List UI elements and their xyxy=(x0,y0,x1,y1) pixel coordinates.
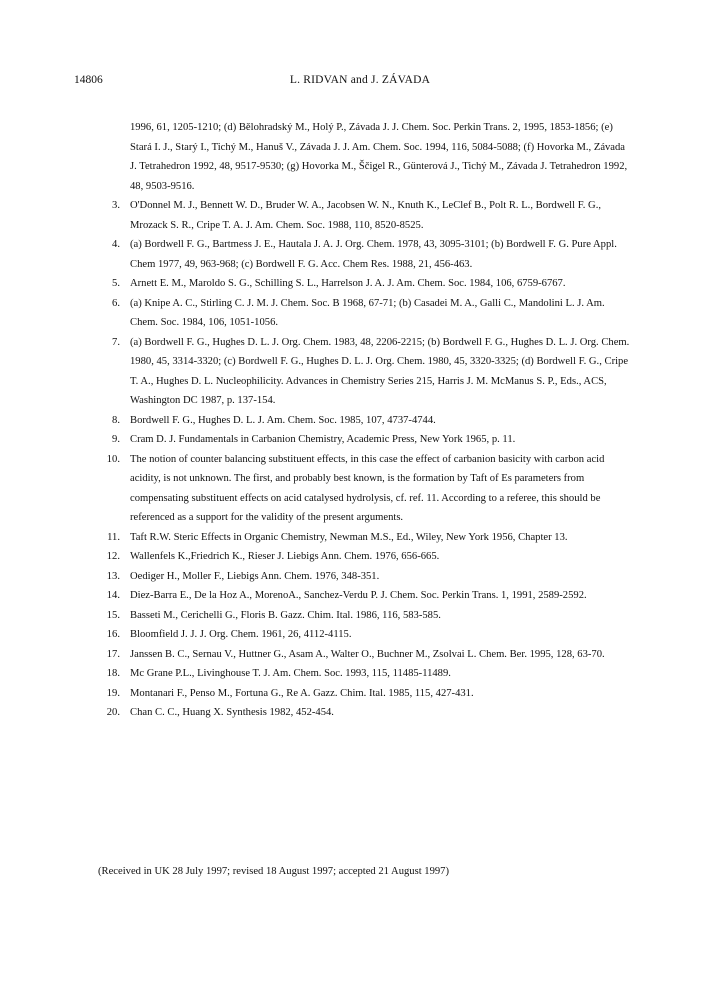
reference-number: 4. xyxy=(112,239,120,250)
reference-text: 1996, 61, 1205-1210; (d) Bělohradský M., Holý P., Závada J. J. Chem. Soc. Perkin Trans. 2, 1995, 1853-1856; (e) Stará I. J., Starý I., Tichý M., Hanuš V., Závada J. J. Am. Chem. Soc. 1994, 116, 5084-5088; (f) Hovorka M., Závada J. Tetrahedron 1992, 48, 9517-9530; (g) Hovorka M., Ščigel R., Günterová J., Tichý M., Závada J. Tetrahedron 1992, 48, 9503-9516. xyxy=(130,122,628,192)
reference-text: Bloomfield J. J. J. Org. Chem. 1961, 26, 4112-4115. xyxy=(130,629,352,640)
reference-item xyxy=(98,547,633,567)
reference-text: (a) Knipe A. C., Stirling C. J. M. J. Chem. Soc. B 1968, 67-71; (b) Casadei M. A., Galli C., Mandolini L. J. Am. Chem. Soc. 1984, 106, 1051-1056. xyxy=(130,297,605,328)
reference-item xyxy=(98,664,633,684)
reference-number: 11. xyxy=(107,531,120,543)
reference-list xyxy=(98,118,633,723)
reference-item xyxy=(98,274,633,294)
reference-text: O'Donnel M. J., Bennett W. D., Bruder W. A., Jacobsen W. N., Knuth K., LeClef B., Polt R. L., Bordwell F. G., Mrozack S. R., Cripe T. A. J. Am. Chem. Soc. 1988, 110, 8520-8525. xyxy=(130,200,601,231)
reference-text: (a) Bordwell F. G., Bartmess J. E., Hautala J. A. J. Org. Chem. 1978, 43, 3095-3101; (b) Bordwell F. G. Pure Appl. Chem 1977, 49, 963-968; (c) Bordwell F. G. Acc. Chem Res. 1988, 21, 456-463. xyxy=(130,239,617,270)
reference-item xyxy=(98,235,633,274)
reference-item xyxy=(98,586,633,606)
reference-number: 6. xyxy=(112,297,120,309)
reference-number: 14. xyxy=(106,590,120,601)
reference-continuation xyxy=(98,118,633,196)
reference-item xyxy=(98,703,633,723)
reference-text: The notion of counter balancing substituent effects, in this case the effect of carbanion basicity with carbon acid acidity, is not unknown. The first, and probably best known, is the formation by Taft of Es parameters from compensating substituent effects on acid catalysed hydrolysis, cf. ref. 11. According to a referee, this should be referenced as a support for the validity of the present arguments. xyxy=(130,453,605,523)
reference-item xyxy=(98,450,633,528)
reference-item xyxy=(98,196,633,235)
reference-item xyxy=(98,411,633,431)
reference-item xyxy=(98,625,633,645)
reference-item xyxy=(98,645,633,665)
reference-text: Basseti M., Cerichelli G., Floris B. Gazz. Chim. Ital. 1986, 116, 583-585. xyxy=(130,609,441,621)
reference-number: 3. xyxy=(112,200,120,211)
reference-number: 19. xyxy=(106,687,120,699)
reference-text: Bordwell F. G., Hughes D. L. J. Am. Chem. Soc. 1985, 107, 4737-4744. xyxy=(130,414,436,426)
reference-text: Janssen B. C., Sernau V., Huttner G., Asam A., Walter O., Buchner M., Zsolvai L. Chem. Ber. 1995, 128, 63-70. xyxy=(130,648,605,660)
reference-item xyxy=(98,684,633,704)
reference-text: Taft R.W. Steric Effects in Organic Chemistry, Newman M.S., Ed., Wiley, New York 1956, Chapter 13. xyxy=(130,531,568,543)
reference-number: 12. xyxy=(106,551,120,562)
reference-item xyxy=(98,294,633,333)
running-title: L. RIDVAN and J. ZÁVADA xyxy=(289,74,431,86)
reference-number: 10. xyxy=(106,453,120,465)
reference-item xyxy=(98,567,633,587)
reference-text: Chan C. C., Huang X. Synthesis 1982, 452-454. xyxy=(130,707,334,718)
reference-number: 9. xyxy=(112,434,120,445)
reference-text: (a) Bordwell F. G., Hughes D. L. J. Org. Chem. 1983, 48, 2206-2215; (b) Bordwell F. G., Hughes D. L. J. Org. Chem. 1980, 45, 3314-3320; (c) Bordwell F. G., Hughes D. L. J. Org. Chem. 1980, 45, 3320-3325; (d) Bordwell F. G., Cripe T. A., Hughes D. L. Nucleophilicity. Advances in Chemistry Series 215, Harris J. M. McManus S. P., Eds., ACS, Washington DC 1987, p. 137-154. xyxy=(130,336,630,406)
reference-text: Arnett E. M., Maroldo S. G., Schilling S. L., Harrelson J. A. J. Am. Chem. Soc. 1984, 106, 6759-6767. xyxy=(130,278,566,289)
reference-item xyxy=(98,606,633,626)
received-dates-note: (Received in UK 28 July 1997; revised 18 August 1997; accepted 21 August 1997) xyxy=(98,866,450,877)
reference-item xyxy=(98,528,633,548)
reference-number: 18. xyxy=(106,668,120,679)
reference-item xyxy=(98,430,633,450)
page-number: 14806 xyxy=(74,74,103,86)
reference-item xyxy=(98,333,633,411)
reference-text: Montanari F., Penso M., Fortuna G., Re A. Gazz. Chim. Ital. 1985, 115, 427-431. xyxy=(130,687,474,699)
reference-number: 20. xyxy=(106,707,120,718)
page-header xyxy=(0,74,720,92)
reference-number: 16. xyxy=(106,629,120,640)
reference-number: 5. xyxy=(112,278,120,289)
reference-text: Oediger H., Moller F., Liebigs Ann. Chem. 1976, 348-351. xyxy=(130,570,380,582)
reference-number: 8. xyxy=(112,414,120,426)
reference-number: 13. xyxy=(106,570,120,582)
reference-number: 17. xyxy=(106,648,120,660)
reference-text: Wallenfels K.,Friedrich K., Rieser J. Liebigs Ann. Chem. 1976, 656-665. xyxy=(130,551,440,562)
reference-text: Cram D. J. Fundamentals in Carbanion Chemistry, Academic Press, New York 1965, p. 11. xyxy=(130,434,516,445)
reference-number: 15. xyxy=(106,609,120,621)
reference-text: Mc Grane P.L., Livinghouse T. J. Am. Chem. Soc. 1993, 115, 11485-11489. xyxy=(130,668,451,679)
reference-text: Diez-Barra E., De la Hoz A., MorenoA., Sanchez-Verdu P. J. Chem. Soc. Perkin Trans. 1, 1991, 2589-2592. xyxy=(130,590,587,601)
reference-number: 7. xyxy=(112,336,120,348)
